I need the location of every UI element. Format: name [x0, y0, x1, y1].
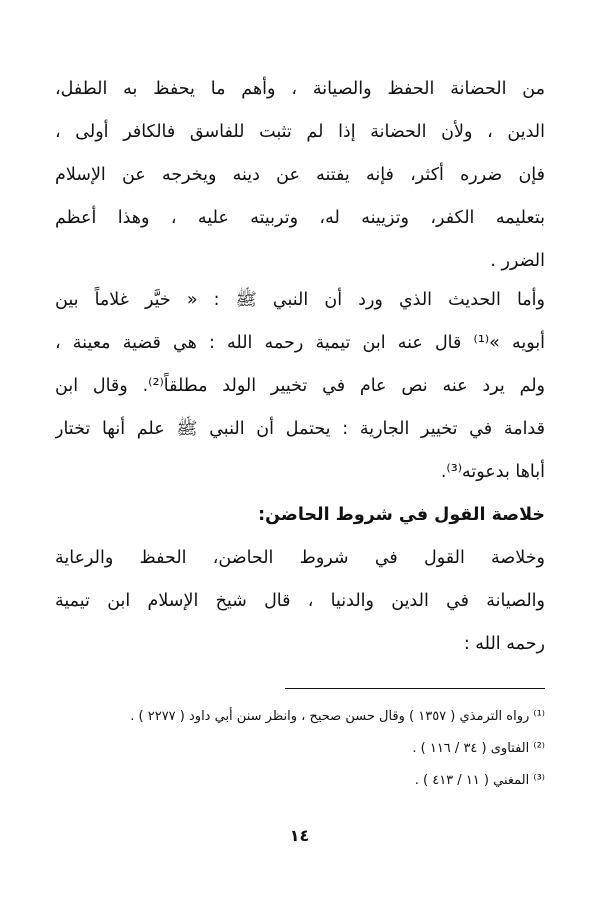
footnote-separator	[285, 688, 545, 689]
text-line: الضرر .	[490, 251, 545, 271]
text-line: وأما الحديث الذي ورد أن النبي ﷺ : « خيَّر غلاماً بين	[55, 290, 545, 310]
footnote: ⁽²⁾ الفتاوى ( ٣٤ / ١١٦ ) .	[412, 741, 545, 756]
footnote: ⁽¹⁾ رواه الترمذي ( ١٣٥٧ ) وقال حسن صحيح ، وانظر سنن أبي داود ( ٢٢٧٧ ) .	[130, 709, 545, 724]
text-line: رحمه الله :	[463, 634, 545, 654]
main-text-block	[55, 74, 545, 672]
text-line: الدين ، ولأن الحضانة إذا لم تثبت للفاسق فالكافر أولى ،	[55, 122, 545, 142]
text-line: وخلاصة القول في شروط الحاضن، الحفظ والرعاية	[55, 548, 545, 568]
section-heading: خلاصة القول في شروط الحاضن:	[258, 505, 545, 525]
text-line: قدامة في تخيير الجارية : يحتمل أن النبي ﷺ علم أنها تختار	[55, 419, 545, 439]
text-line: أبويه »⁽¹⁾ قال عنه ابن تيمية رحمه الله : هي قضية معينة ،	[55, 333, 545, 353]
page-number: ١٤	[289, 826, 310, 845]
text-line: والصيانة في الدين والدنيا ، قال شيخ الإسلام ابن تيمية	[55, 591, 545, 611]
text-line: فإن ضرره أكثر، فإنه يفتنه عن دينه ويخرجه عن الإسلام	[55, 165, 545, 185]
text-line: من الحضانة الحفظ والصيانة ، وأهم ما يحفظ به الطفل،	[55, 79, 545, 99]
text-line: بتعليمه الكفر، وتزيينه له، وتربيته عليه ، وهذا أعظم	[55, 208, 545, 228]
text-line: ولم يرد عنه نص عام في تخيير الولد مطلقاً⁽²⁾. وقال ابن	[55, 376, 545, 396]
text-line: أباها بدعوته⁽³⁾.	[440, 462, 545, 482]
footnotes	[55, 705, 545, 801]
footnote: ⁽³⁾ المغني ( ١١ / ٤١٣ ) .	[414, 773, 545, 788]
